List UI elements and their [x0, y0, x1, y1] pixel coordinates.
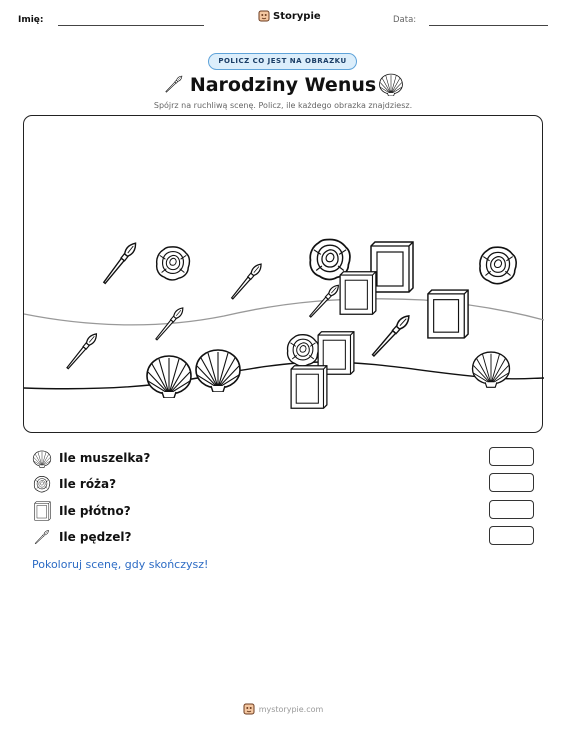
question-row-shell	[32, 448, 150, 468]
rose-icon	[32, 475, 52, 494]
storypie-logo-icon	[258, 10, 270, 22]
question-text: Ile pędzel?	[59, 530, 132, 544]
rose-icon	[288, 335, 319, 366]
paintbrush-icon	[230, 262, 264, 300]
date-label: Data:	[393, 15, 417, 25]
shell-icon	[473, 352, 510, 387]
paintbrush-icon	[370, 313, 411, 358]
scene-illustration	[24, 116, 544, 434]
name-field-line[interactable]	[58, 25, 204, 26]
brand-name: Storypie	[273, 10, 321, 22]
paintbrush-icon	[65, 332, 99, 370]
shell-icon	[378, 72, 404, 96]
question-text: Ile muszelka?	[59, 451, 151, 465]
question-row-canvas	[32, 501, 131, 521]
page-title: Narodziny Wenus	[189, 74, 377, 96]
coloring-instruction: Pokoloruj scenę, gdy skończysz!	[32, 558, 209, 571]
footer-url[interactable]: mystorypie.com	[258, 704, 324, 714]
answer-box-rose[interactable]	[489, 473, 534, 492]
brand-logo	[258, 10, 321, 22]
canvas-icon	[340, 272, 376, 315]
shell-icon	[147, 356, 191, 398]
canvas-icon	[291, 366, 327, 409]
activity-badge: POLICZ CO JEST NA OBRAZKU	[208, 53, 357, 70]
answer-box-paintbrush[interactable]	[489, 526, 534, 545]
paintbrush-icon	[102, 241, 139, 285]
front-hill-line	[24, 362, 544, 389]
paintbrush-icon	[32, 527, 52, 547]
counting-scene	[23, 115, 543, 433]
canvas-icon	[428, 290, 468, 338]
rose-icon	[480, 247, 516, 284]
canvas-icon	[32, 501, 52, 521]
answer-box-canvas[interactable]	[489, 500, 534, 519]
shell-icon	[32, 449, 52, 468]
page-subtitle: Spójrz na ruchliwą scenę. Policz, ile każdego obrazka znajdziesz.	[153, 101, 413, 110]
storypie-logo-icon	[243, 703, 255, 715]
canvas-icon	[371, 242, 413, 292]
rose-icon	[157, 247, 190, 280]
date-field-line[interactable]	[429, 25, 548, 26]
question-text: Ile płótno?	[59, 504, 131, 518]
question-text: Ile róża?	[59, 477, 117, 491]
question-row-paintbrush	[32, 527, 131, 547]
question-row-rose	[32, 474, 116, 494]
footer	[0, 703, 566, 715]
answer-box-shell[interactable]	[489, 447, 534, 466]
name-label: Imię:	[18, 15, 44, 25]
shell-icon	[196, 350, 240, 392]
